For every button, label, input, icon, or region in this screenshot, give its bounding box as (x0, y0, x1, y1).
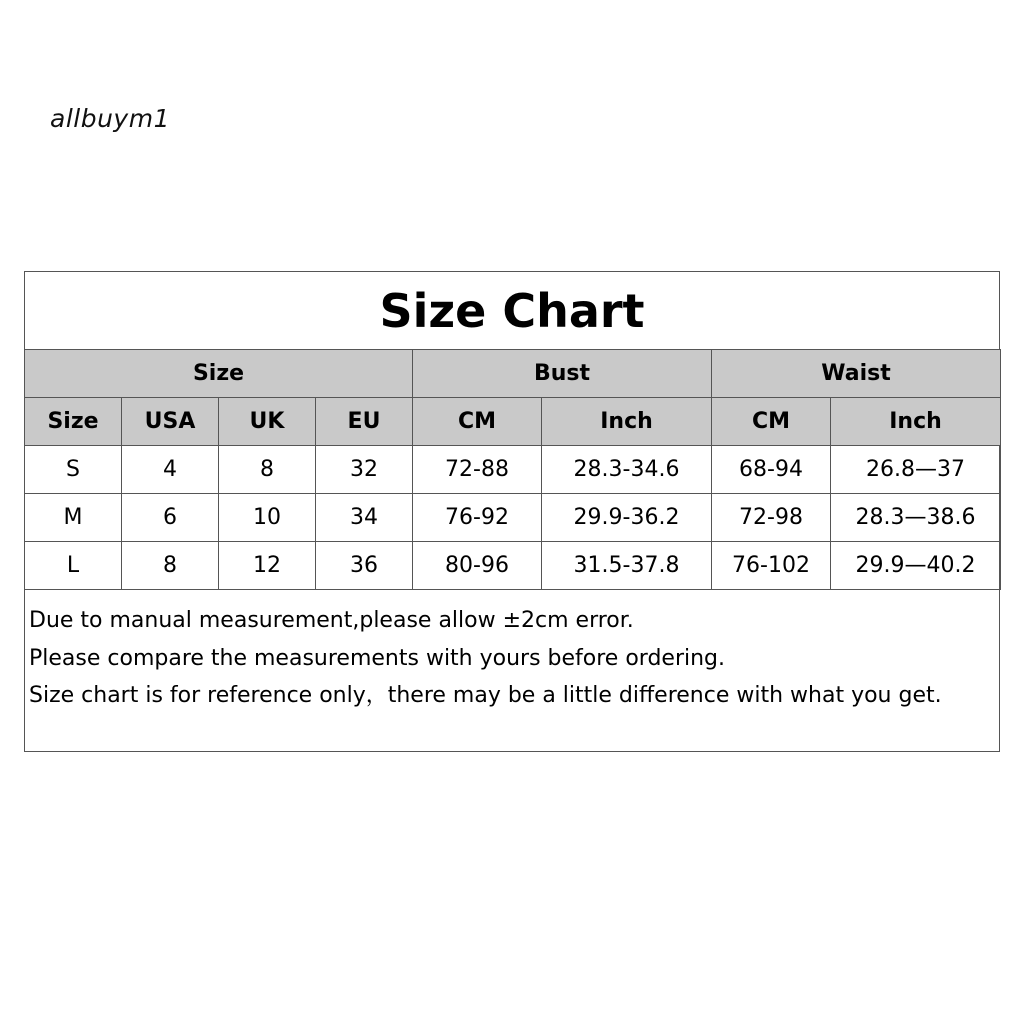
column-header: UK (219, 398, 316, 446)
table-cell: 68-94 (712, 446, 831, 494)
table-cell: 8 (219, 446, 316, 494)
table-cell: 28.3—38.6 (831, 494, 1001, 542)
table-cell: 32 (316, 446, 413, 494)
size-chart (24, 271, 1000, 752)
table-cell: 28.3-34.6 (542, 446, 712, 494)
table-cell: M (25, 494, 122, 542)
table-cell: 72-98 (712, 494, 831, 542)
table-cell: 36 (316, 542, 413, 590)
table-cell: 29.9—40.2 (831, 542, 1001, 590)
chart-title: Size Chart (379, 283, 645, 338)
notes-block (29, 602, 989, 715)
note-line: Due to manual measurement,please allow ±2cm error. (29, 608, 634, 633)
column-header: Inch (831, 398, 1001, 446)
column-header: EU (316, 398, 413, 446)
column-header: Inch (542, 398, 712, 446)
table-row (25, 542, 1001, 590)
watermark-logo: allbuym1 (50, 104, 170, 133)
table-cell: 72-88 (413, 446, 542, 494)
table-cell: 26.8—37 (831, 446, 1001, 494)
group-header-bust: Bust (413, 350, 712, 398)
table-row (25, 494, 1001, 542)
table-cell: 8 (122, 542, 219, 590)
table-cell: 29.9-36.2 (542, 494, 712, 542)
table-cell: 31.5-37.8 (542, 542, 712, 590)
note-line: Please compare the measurements with yours before ordering. (29, 645, 726, 671)
group-header-size: Size (25, 350, 413, 398)
column-header: Size (25, 398, 122, 446)
table-cell: S (25, 446, 122, 494)
column-header: CM (413, 398, 542, 446)
column-header-row (25, 398, 1001, 446)
table-cell: 4 (122, 446, 219, 494)
table-cell: 12 (219, 542, 316, 590)
table-cell: 34 (316, 494, 413, 542)
table-cell: 76-102 (712, 542, 831, 590)
column-header: CM (712, 398, 831, 446)
column-header: USA (122, 398, 219, 446)
table-cell: 76-92 (413, 494, 542, 542)
note-line: Size chart is for reference only，there may be a little difference with what you get. (29, 683, 942, 708)
table-cell: 80-96 (413, 542, 542, 590)
table-cell: L (25, 542, 122, 590)
table-row (25, 446, 1001, 494)
table-cell: 10 (219, 494, 316, 542)
group-header-waist: Waist (712, 350, 1001, 398)
size-table (24, 349, 1001, 590)
group-header-row (25, 350, 1001, 398)
table-cell: 6 (122, 494, 219, 542)
